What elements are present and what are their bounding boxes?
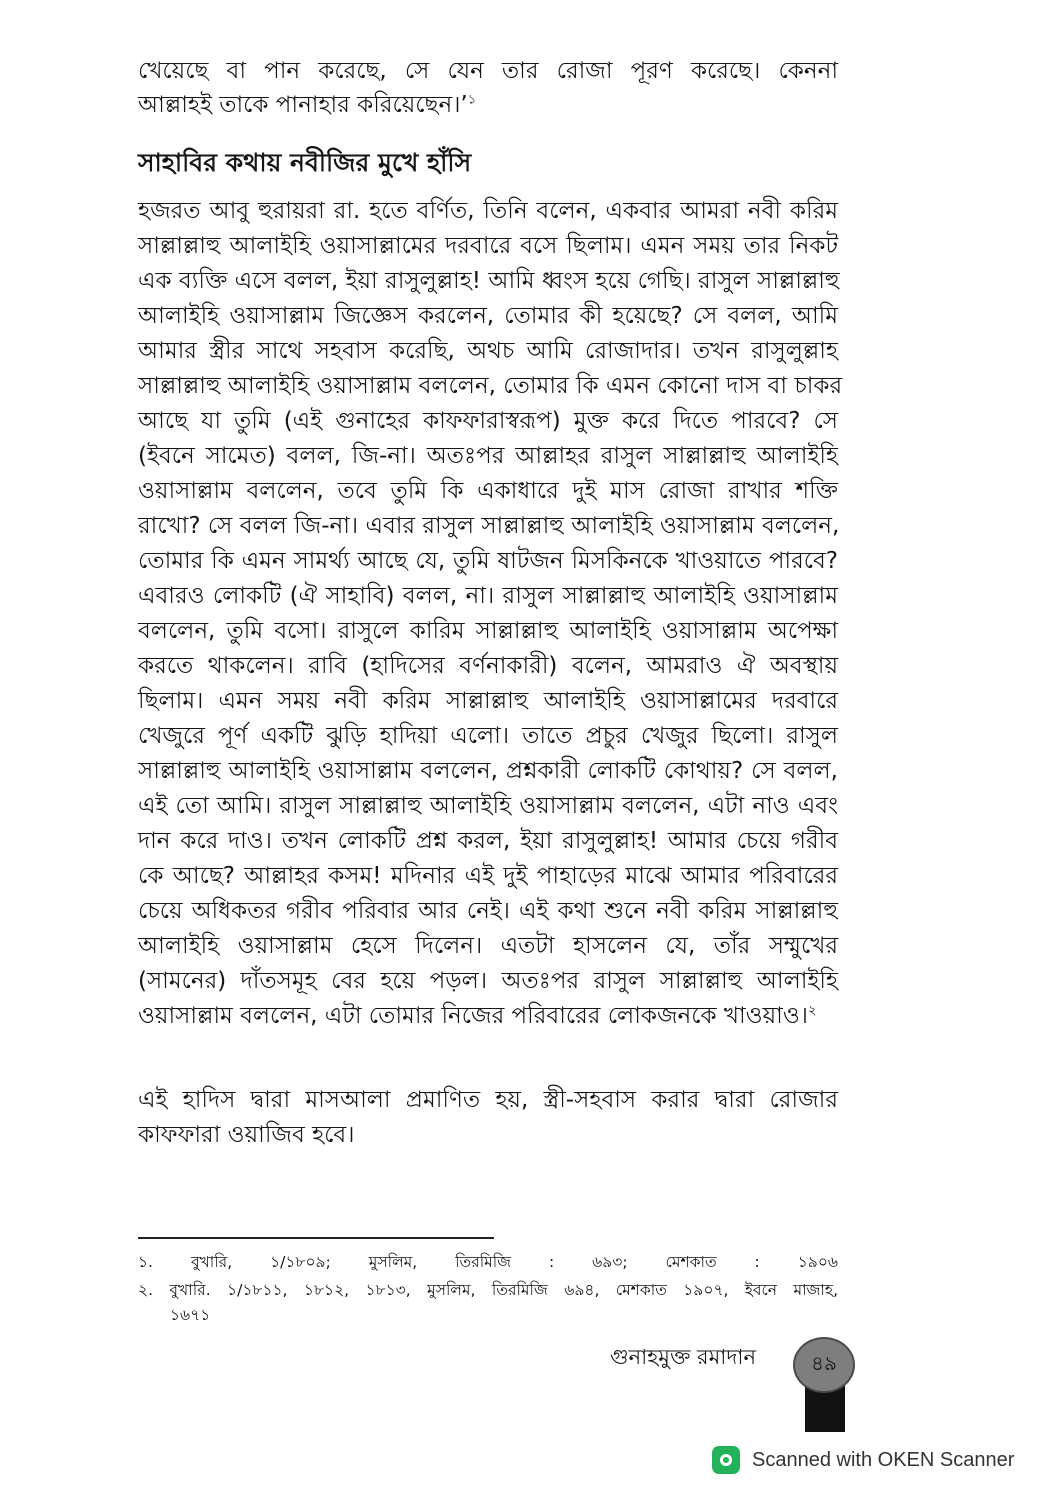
body-line: এই তো আমি। রাসুল সাল্লাল্লাহু আলাইহি ওয়াসাল্লাম বললেন, এটা নাও এবং (138, 793, 838, 819)
body-line: সাল্লাল্লাহু আলাইহি ওয়াসাল্লাম বললেন, তোমার কি এমন কোনো দাস বা চাকর (138, 373, 843, 399)
body-line: দান করে দাও। তখন লোকটি প্রশ্ন করল, ইয়া রাসুলুল্লাহ! আমার চেয়ে গরীব (138, 828, 838, 854)
body-line: ছিলাম। এমন সময় নবী করিম সাল্লাল্লাহু আলাইহি ওয়াসাল্লামের দরবারে (138, 688, 838, 714)
page-number: ৪৯ (793, 1337, 855, 1393)
ruling-line: এই হাদিস দ্বারা মাসআলা প্রমাণিত হয়, স্ত্রী-সহবাস করার দ্বারা রোজার (138, 1087, 838, 1113)
footnote-ref-2: ২ (807, 1003, 817, 1019)
body-line: তোমার কি এমন সামর্থ্য আছে যে, তুমি ষাটজন মিসকিনকে খাওয়াতে পারবে? (138, 548, 838, 574)
body-line: চেয়ে অধিকতর গরীব পরিবার আর নেই। এই কথা শুনে নবী করিম সাল্লাল্লাহু (138, 898, 838, 924)
body-line: আমার স্ত্রীর সাথে সহবাস করেছি, অথচ আমি রোজাদার। তখন রাসুলুল্লাহ (138, 338, 838, 364)
body-line: সাল্লাল্লাহু আলাইহি ওয়াসাল্লাম বললেন, প্রশ্নকারী লোকটি কোথায়? সে বলল, (138, 758, 838, 784)
body-line: বললেন, তুমি বসো। রাসুলে কারিম সাল্লাল্লাহু আলাইহি ওয়াসাল্লাম অপেক্ষা (138, 618, 838, 644)
body-line: আছে যা তুমি (এই গুনাহের কাফফারাস্বরূপ) মুক্ত করে দিতে পারবে? সে (138, 408, 838, 434)
footnote-1: ১. বুখারি, ১/১৮০৯; মুসলিম, তিরমিজি : ৬৯৩; মেশকাত : ১৯০৬ (138, 1253, 838, 1271)
body-line: রাখো? সে বলল জি-না। এবার রাসুল সাল্লাল্লাহু আলাইহি ওয়াসাল্লাম বললেন, (138, 513, 840, 539)
body-line-text: ওয়াসাল্লাম বললেন, এটা তোমার নিজের পরিবারের লোকজনকে খাওয়াও। (138, 1003, 808, 1029)
body-line: আলাইহি ওয়াসাল্লাম হেসে দিলেন। এতটা হাসলেন যে, তাঁর সম্মুখের (138, 933, 838, 959)
intro-line-last (138, 88, 838, 122)
body-line: খেজুরে পূর্ণ একটি ঝুড়ি হাদিয়া এলো। তাতে প্রচুর খেজুর ছিলো। রাসুল (138, 723, 838, 749)
body-line: (ইবনে সামেত) বলল, জি-না। অতঃপর আল্লাহর রাসুল সাল্লাল্লাহু আলাইহি (138, 443, 838, 469)
body-line: (সামনের) দাঁতসমূহ বের হয়ে পড়ল। অতঃপর রাসুল সাল্লাল্লাহু আলাইহি (138, 968, 838, 994)
section-heading: সাহাবির কথায় নবীজির মুখে হাঁসি (138, 148, 472, 177)
body-line: কে আছে? আল্লাহর কসম! মদিনার এই দুই পাহাড়ের মাঝে আমার পরিবারের (138, 863, 838, 889)
body-line: এক ব্যক্তি এসে বলল, ইয়া রাসুলুল্লাহ! আমি ধ্বংস হয়ে গেছি। রাসুল সাল্লাল্লাহু (138, 268, 840, 294)
footnote-2-continued: ১৬৭১ (170, 1306, 211, 1324)
body-line: করতে থাকলেন। রাবি (হাদিসের বর্ণনাকারী) বলেন, আমরাও ঐ অবস্থায় (138, 653, 838, 679)
scanner-watermark-text: Scanned with OKEN Scanner (752, 1448, 1015, 1471)
body-line-last (138, 999, 838, 1033)
scanner-logo-icon (712, 1446, 740, 1474)
intro-line: খেয়েছে বা পান করেছে, সে যেন তার রোজা পূরণ করেছে। কেননা (138, 58, 838, 84)
body-line: হজরত আবু হুরায়রা রা. হতে বর্ণিত, তিনি বলেন, একবার আমরা নবী করিম (138, 198, 838, 224)
body-line: এবারও লোকটি (ঐ সাহাবি) বলল, না। রাসুল সাল্লাল্লাহু আলাইহি ওয়াসাল্লাম (138, 583, 838, 609)
book-title: গুনাহমুক্ত রমাদান (610, 1345, 756, 1369)
intro-line-text: আল্লাহই তাকে পানাহার করিয়েছেন।’ (138, 92, 468, 118)
footnote-ref-1: ১ (467, 92, 477, 108)
footnote-2: ২. বুখারি. ১/১৮১১, ১৮১২, ১৮১৩, মুসলিম, তিরমিজি ৬৯৪, মেশকাত ১৯০৭, ইবনে মাজাহ, (138, 1281, 838, 1299)
body-line: আলাইহি ওয়াসাল্লাম জিজ্ঞেস করলেন, তোমার কী হয়েছে? সে বলল, আমি (138, 303, 838, 329)
body-line: সাল্লাল্লাহু আলাইহি ওয়াসাল্লামের দরবারে বসে ছিলাম। এমন সময় তার নিকট (138, 233, 838, 259)
footnote-divider (138, 1237, 494, 1239)
scanner-watermark (712, 1446, 1014, 1474)
body-line: ওয়াসাল্লাম বললেন, তবে তুমি কি একাধারে দুই মাস রোজা রাখার শক্তি (138, 478, 838, 504)
ruling-line-last: কাফফারা ওয়াজিব হবে। (138, 1122, 355, 1148)
